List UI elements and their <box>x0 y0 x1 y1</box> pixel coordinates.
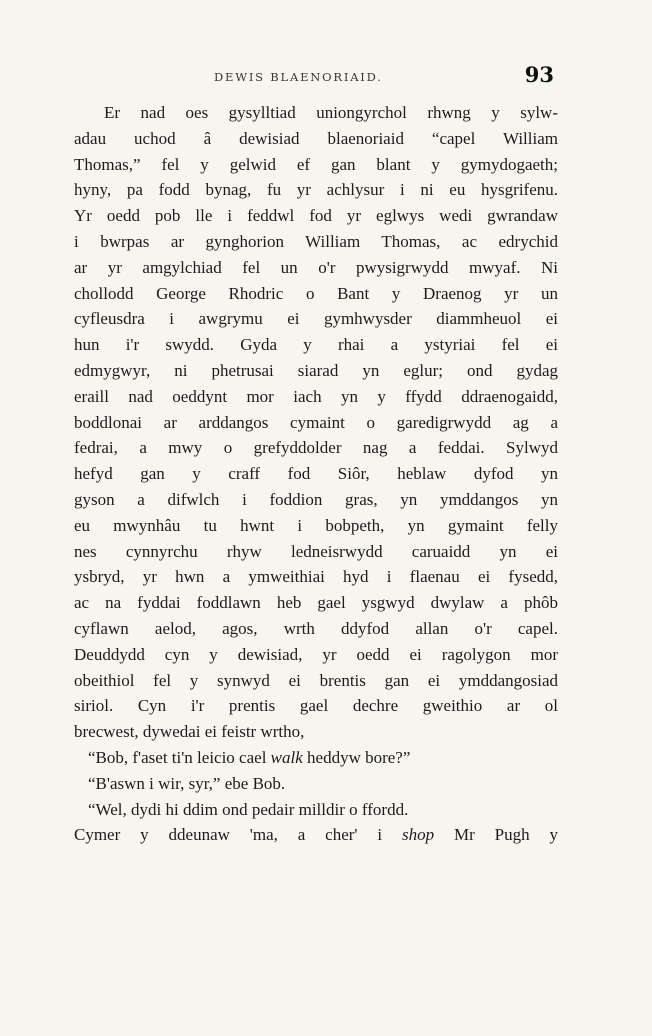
text-line: Thomas,” fel y gelwid ef gan blant y gymydogaeth; <box>74 154 558 174</box>
text-line: edmygwyr, ni phetrusai siarad yn eglur; ond gydag <box>74 360 558 380</box>
text-line: hefyd gan y craff fod Siôr, heblaw dyfod yn <box>74 464 558 484</box>
text-line: ac na fyddai foddlawn heb gael ysgwyd dwylaw a phôb <box>74 593 558 613</box>
page-number: 93 <box>524 62 554 87</box>
text-line: gyson a difwlch i foddion gras, yn ymddangos yn <box>74 489 558 509</box>
text-line: hun i'r swydd. Gyda y rhai a ystyriai fel ei <box>74 335 558 355</box>
dialogue-line <box>74 822 558 848</box>
text-line: boddlonai ar arddangos cymaint o garedigrwydd ag a <box>74 412 558 432</box>
text-line: ysbryd, yr hwn a ymweithiai hyd i flaenau ei fysedd, <box>74 567 558 587</box>
text-line: adau uchod â dewisiad blaenoriaid “capel William <box>74 128 558 148</box>
text-line: chollodd George Rhodric o Bant y Draenog yr un <box>74 283 558 303</box>
dialogue-line <box>74 745 558 771</box>
dialogue-text: “Bob, f'aset ti'n leicio cael <box>88 747 271 767</box>
page-header <box>74 62 554 92</box>
text-line: eraill nad oeddynt mor iach yn y ffydd ddraenogaidd, <box>74 386 558 406</box>
text-line: cyfleusdra i awgrymu ei gymhwysder diammheuol ei <box>74 309 558 329</box>
text-line: siriol. Cyn i'r prentis gael dechre gweithio ar ol <box>74 696 558 716</box>
text-line: brecwest, dywedai ei feistr wrtho, <box>74 722 305 742</box>
text-line: cyflawn aelod, agos, wrth ddyfod allan o'r capel. <box>74 618 558 638</box>
text-line: Deuddydd cyn y dewisiad, yr oedd ei ragolygon mor <box>74 644 558 664</box>
text-line: Er nad oes gysylltiad uniongyrchol rhwng y sylw- <box>104 103 558 122</box>
dialogue-text: Mr Pugh y <box>434 825 558 845</box>
dialogue-text: Cymer y ddeunaw 'ma, a cher' i <box>74 825 402 845</box>
text-line: eu mwynhâu tu hwnt i bobpeth, yn gymaint felly <box>74 515 558 535</box>
dialogue-line: “B'aswn i wir, syr,” ebe Bob. <box>88 773 286 793</box>
italic-word: shop <box>401 825 435 845</box>
text-line: hyny, pa fodd bynag, fu yr achlysur i ni eu hysgrifenu. <box>74 180 558 200</box>
text-line: ar yr amgylchiad fel un o'r pwysigrwydd mwyaf. Ni <box>74 257 558 277</box>
running-title: DEWIS BLAENORIAID. <box>214 70 383 84</box>
text-line: fedrai, a mwy o grefyddolder nag a feddai. Sylwyd <box>74 438 558 458</box>
dialogue-text: heddyw bore?” <box>302 747 411 767</box>
text-line: obeithiol fel y synwyd ei brentis gan ei ymddangosiad <box>74 670 558 690</box>
text-line: nes cynnyrchu rhyw ledneisrwydd caruaidd yn ei <box>74 541 558 561</box>
text-line: i bwrpas ar gynghorion William Thomas, ac edrychid <box>74 231 558 251</box>
body-text <box>74 100 558 848</box>
dialogue-line: “Wel, dydi hi ddim ond pedair milldir o ffordd. <box>88 799 409 819</box>
italic-word: walk <box>270 747 303 767</box>
text-line: Yr oedd pob lle i feddwl fod yr eglwys wedi gwrandaw <box>74 206 558 226</box>
